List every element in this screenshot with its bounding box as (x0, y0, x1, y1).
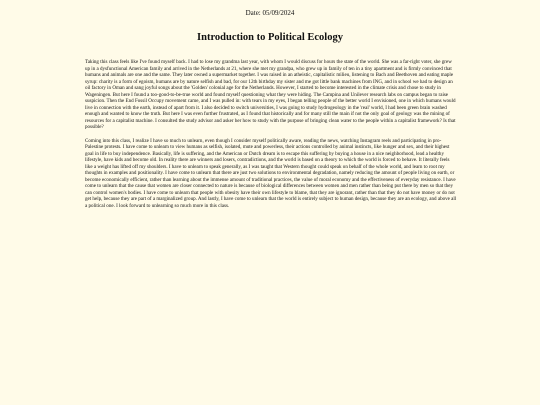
document-date: Date: 05/09/2024 (245, 9, 295, 17)
paragraph-1: Taking this class feels like I've found myself back. I had to lose my grandma last year, with whom I would discuss for hours the state of the world. She was a far-right voter, she grew up in a dysfunctional American family and arrived in the Netherlands at 21, where she met my grandpa, who grew up in family of ten in a tiny apartment and is firmly convinced that humans and animals are one and the same. They later owned a supermarket together. I was raised in an atheistic, capitalistic milieu, listening to Bach and Beethoven and eating maple syrup: charity is a form of egoism, humans are by nature selfish and bad, for our 12th birthday my sister and me got little bank machines from ING, and in school we had to design an oil factory in Oman and sang joyful songs about the 'Golden' colonial age for the Netherlands. However, I started to become interested in the climate crisis and chose to study in Wageningen. But here I found a too-good-to-be-true world and found myself questioning what they were hiding. The Campina and Unilever research labs on campus began to raise suspicion. Then the End Fossil Occupy movement came, and I was pulled in: with tears in my eyes, I began telling people of the better world I envisioned, one in which humans would live in connection with the earth, instead of apart from it. I also decided to switch universities, I was going to study hydrogeology in the 'real' world, I had been green brain washed enough and wanted to know the truth. But here I was even further frustrated, as I found that historically and for many still the main if not the only goal of geology was the mining of resources for a capitalist machine. I consulted the study advisor and asker her how to study with the purpose of bringing clean water to the people within a capitalist framework? Is that possible? (85, 59, 456, 131)
paragraph-2: Coming into this class, I realize I have so much to unlearn, even though I consider myself politically aware, reading the news, watching Instagram reels and participating in pro-Palestine protests. I have come to unlearn to view humans as selfish, isolated, mute and powerless, their actions controlled by animal instincts, like hunger and sex, and their highest goal in life to buy independence. Basically, life is suffering, and the American or Dutch dream is to escape this suffering by buying a house in a nice neighborhood, lead a healthy lifestyle, have kids and become old. In reality there are winners and losers, contradictions, and the world is based on a theory to which the world is forced to behave. It literally feels like a weight has lifted off my shoulders. I have to unlearn to speak generally, as I was taught that Western thought could speak on behalf of the whole world, and learn to root my thoughts in examples and positionality. I have come to unlearn that there are just two solutions to environmental degradation, namely reducing the amount of people living on earth, or become economically efficient, rather than learning about the immense amount of traditional practices, the value of moral economy and the effectiveness of everyday resistance. I have come to unlearn that the cause that women are closer connected to nature is because of biological differences between women and men rather than being put there by men so that they can control women's bodies. I have come to unlearn that people with obesity have their own lifestyle to blame, that they are ignorant, rather than that they do not have money or do not get help, because they are part of a marginalized group. And lastly, I have come to unlearn that the world is entirely subject to human design, because they are an ecology, and above all a political one. I look forward to unlearning so much more in this class. (85, 137, 457, 209)
document-title: Introduction to Political Ecology (197, 32, 343, 43)
document-body (85, 59, 458, 216)
